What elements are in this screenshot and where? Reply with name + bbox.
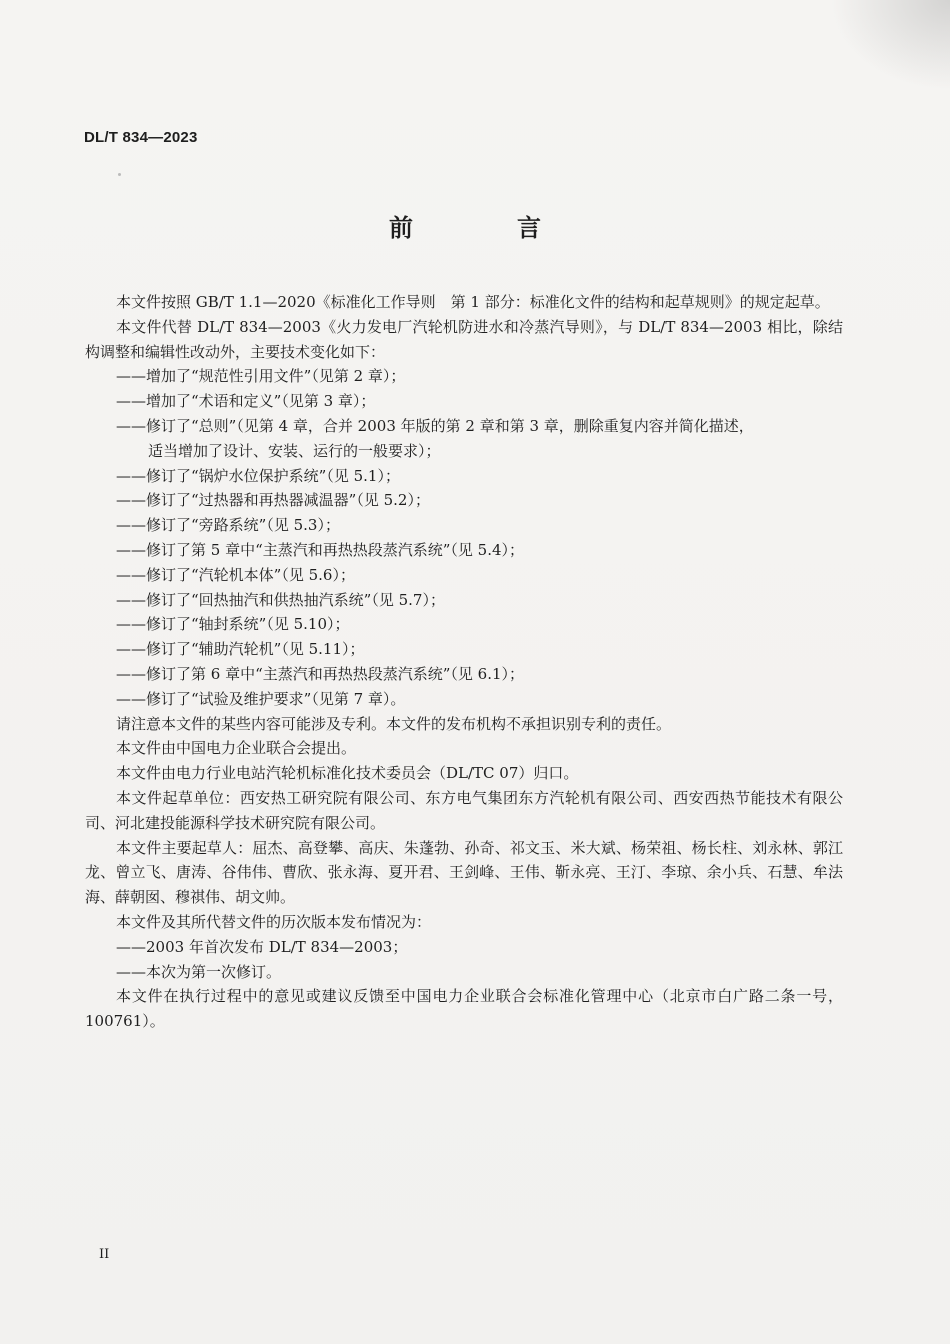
- change-item: ——修订了“旁路系统”（见 5.3）；: [116, 516, 340, 535]
- paragraph-version-history: 本文件及其所代替文件的历次版本发布情况为：: [116, 912, 432, 931]
- change-item: ——修订了“汽轮机本体”（见 5.6）；: [116, 565, 355, 584]
- page-number: II: [99, 1247, 110, 1262]
- paragraph-technical-committee: 本文件由电力行业电站汽轮机标准化技术委员会（DL/TC 07）归口。: [116, 764, 579, 783]
- change-item: ——修订了“总则”（见第 4 章，合并 2003 年版的第 2 章和第 3 章，删除重复内容并简化描述，: [116, 416, 754, 435]
- change-item: ——增加了“术语和定义”（见第 3 章）；: [116, 392, 376, 411]
- scan-speck: [118, 173, 121, 176]
- change-item: ——修订了“轴封系统”（见 5.10）；: [116, 615, 350, 634]
- change-item-continuation: 适当增加了设计、安装、运行的一般要求）；: [148, 441, 441, 460]
- change-item: ——修订了“试验及维护要求”（见第 7 章）。: [116, 689, 406, 708]
- document-code: DL/T 834—2023: [84, 129, 198, 146]
- paragraph-proposer: 本文件由中国电力企业联合会提出。: [116, 739, 357, 758]
- paragraph-patent-notice: 请注意本文件的某些内容可能涉及专利。本文件的发布机构不承担识别专利的责任。: [116, 714, 672, 733]
- paragraph-drafters: 本文件主要起草人：屈杰、高登攀、高庆、朱蓬勃、孙奇、祁文玉、米大斌、杨荣祖、杨长柱、刘永林、郭江龙、曾立飞、唐涛、谷伟伟、曹欣、张永海、夏开君、王剑峰、王伟、靳永亮、王汀、李琼、余小兵、石慧、牟法海、薛朝囡、穆祺伟、胡文帅。: [85, 838, 843, 907]
- paragraph-drafting-rules: 本文件按照 GB/T 1.1—2020《标准化工作导则 第 1 部分：标准化文件的结构和起草规则》的规定起草。: [116, 293, 830, 311]
- change-item: ——修订了“回热抽汽和供热抽汽系统”（见 5.7）；: [116, 590, 445, 609]
- paragraph-replacement: 本文件代替 DL/T 834—2003《火力发电厂汽轮机防进水和冷蒸汽导则》，与 DL/T 834—2003 相比，除结构调整和编辑性改动外，主要技术变化如下：: [85, 317, 843, 361]
- history-item: ——本次为第一次修订。: [116, 962, 282, 981]
- change-item: ——修订了第 6 章中“主蒸汽和再热热段蒸汽系统”（见 6.1）；: [116, 664, 525, 683]
- change-item: ——增加了“规范性引用文件”（见第 2 章）；: [116, 367, 406, 386]
- page-title: 前 言: [389, 214, 581, 242]
- paragraph-feedback: 本文件在执行过程中的意见或建议反馈至中国电力企业联合会标准化管理中心（北京市白广路二条一号，100761）。: [85, 987, 843, 1031]
- history-item: ——2003 年首次发布 DL/T 834—2003；: [116, 937, 408, 956]
- scan-shadow: [830, 0, 950, 90]
- change-item: ——修订了“锅炉水位保护系统”（见 5.1）；: [116, 466, 400, 485]
- change-item: ——修订了“辅助汽轮机”（见 5.11）；: [116, 640, 365, 659]
- change-item: ——修订了第 5 章中“主蒸汽和再热热段蒸汽系统”（见 5.4）；: [116, 540, 525, 559]
- change-item: ——修订了“过热器和再热器减温器”（见 5.2）；: [116, 491, 430, 510]
- foreword-body: [85, 290, 843, 1034]
- paragraph-drafting-units: 本文件起草单位：西安热工研究院有限公司、东方电气集团东方汽轮机有限公司、西安西热节能技术有限公司、河北建投能源科学技术研究院有限公司。: [85, 788, 843, 832]
